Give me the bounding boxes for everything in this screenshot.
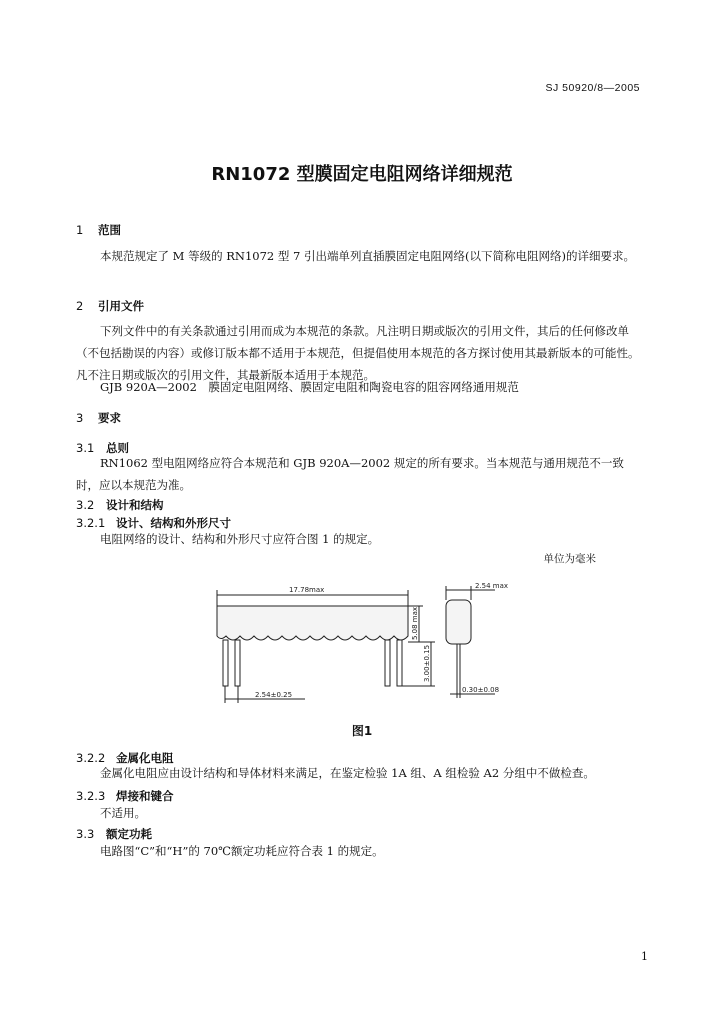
section-title: 焊接和键合: [116, 789, 174, 803]
page-title: RN1072 型膜固定电阻网络详细规范: [211, 164, 513, 185]
lead: [385, 640, 390, 686]
section-3-1-text: RN1062 型电阻网络应符合本规范和 GJB 920A—2002 规定的所有要求。当本规范与通用规范不一致时，应以本规范为准。: [76, 456, 624, 492]
section-3-2-1-text: 电阻网络的设计、结构和外形尺寸应符合图 1 的规定。: [100, 532, 380, 546]
figure-1-drawing: [195, 578, 535, 708]
section-3-2-heading: [76, 497, 164, 513]
section-3-3-text: 电路图“C”和“H”的 70℃额定功耗应符合表 1 的规定。: [100, 844, 384, 858]
dim-lead-length-label: 3.00±0.15: [423, 644, 431, 682]
dim-pitch-label: 2.54±0.25: [255, 691, 293, 699]
section-number: 3.3: [76, 827, 95, 841]
section-number: 2: [76, 299, 84, 313]
section-title: 设计、结构和外形尺寸: [116, 516, 231, 530]
section-title: 额定功耗: [106, 827, 152, 841]
dim-length-label: 17.78max: [289, 586, 325, 594]
section-number: 3.1: [76, 441, 95, 455]
section-3-2-2-text: 金属化电阻应由设计结构和导体材料来满足，在鉴定检验 1A 组、A 组检验 A2 分组中不做检查。: [100, 766, 595, 780]
section-1-heading: [76, 222, 121, 238]
section-number: 3.2.2: [76, 751, 106, 765]
resistor-body: [217, 606, 408, 640]
section-title: 设计和结构: [106, 498, 164, 512]
unit-note: 单位为毫米: [543, 553, 596, 565]
figure-caption: 图1: [351, 724, 373, 738]
section-title: 金属化电阻: [116, 751, 174, 765]
lead: [397, 640, 402, 686]
lead: [235, 640, 240, 686]
section-3-2-3-text: 不适用。: [100, 806, 146, 820]
lead: [223, 640, 228, 686]
section-2-heading: [76, 298, 144, 314]
document-code: SJ 50920/8—2005: [545, 82, 640, 94]
dim-lead-thickness-label: 0.30±0.08: [462, 686, 500, 694]
resistor-side-body: [446, 600, 471, 644]
section-number: 3.2.1: [76, 516, 106, 530]
section-number: 1: [76, 223, 84, 237]
section-1-text: 本规范规定了 M 等级的 RN1072 型 7 引出端单列直插膜固定电阻网络(以下简称电阻网络)的详细要求。: [100, 249, 635, 263]
section-title: 范围: [98, 223, 121, 237]
dim-height-label: 5.08 max: [411, 606, 419, 640]
section-title: 引用文件: [98, 299, 144, 313]
section-number: 3.2.3: [76, 789, 106, 803]
section-title: 要求: [98, 411, 121, 425]
section-title: 总则: [106, 441, 129, 455]
section-3-heading: [76, 410, 121, 426]
dim-width-label: 2.54 max: [475, 582, 509, 590]
section-2-text: 下列文件中的有关条款通过引用而成为本规范的条款。凡注明日期或版次的引用文件，其后的任何修改单（不包括勘误的内容）或修订版本都不适用于本规范，但提倡使用本规范的各方探讨使用其最新版本的可能性。凡不注日期或版次的引用文件，其最新版本适用于本规范。: [76, 324, 640, 382]
section-number: 3.2: [76, 498, 95, 512]
section-number: 3: [76, 411, 84, 425]
reference-document: GJB 920A—2002 膜固定电阻网络、膜固定电阻和陶瓷电容的阻容网络通用规范: [100, 380, 519, 394]
page-number: 1: [641, 950, 648, 963]
